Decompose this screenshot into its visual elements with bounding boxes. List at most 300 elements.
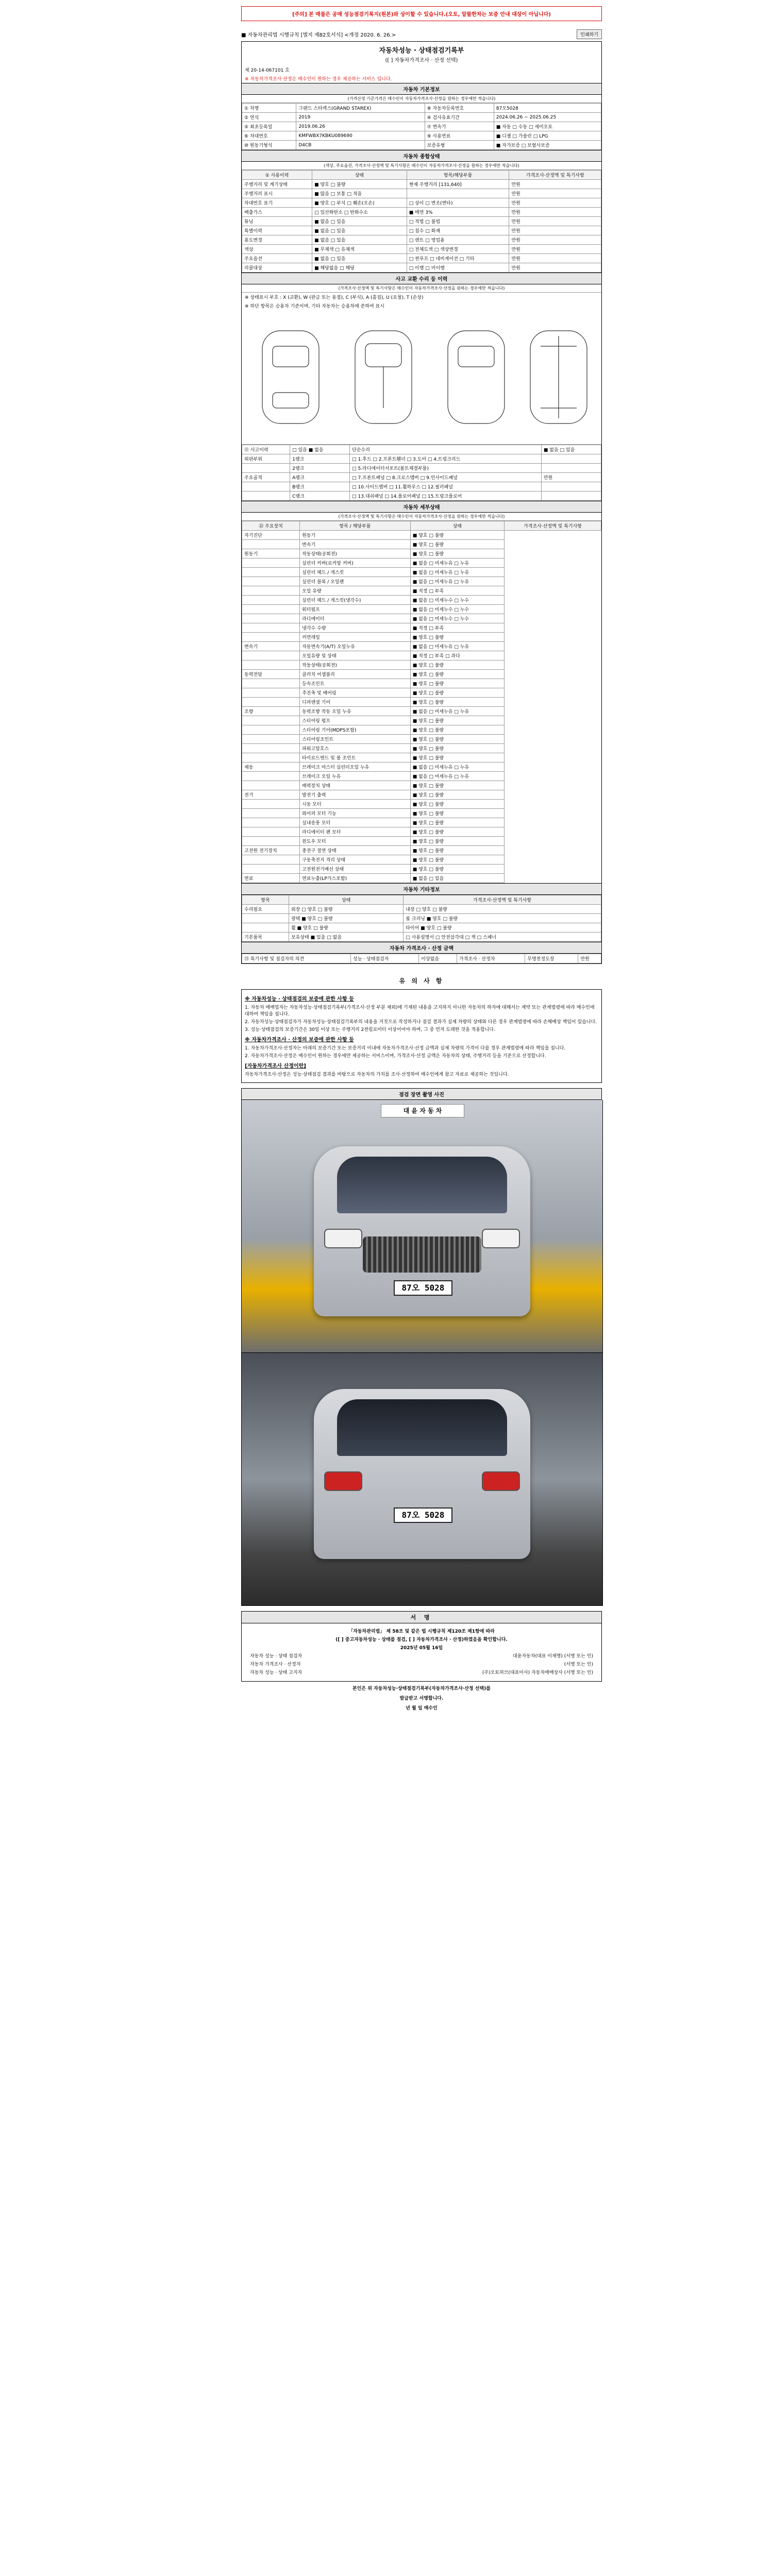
- table-cell: ⑥ 차대번호: [242, 131, 296, 141]
- table-cell: [242, 660, 300, 670]
- table-cell: 라디에이터 팬 모터: [300, 827, 411, 837]
- table-row: [242, 933, 601, 942]
- section-accident: 사고 교환 수리 등 이력: [242, 273, 601, 284]
- table-cell: ■ 자가보증 □ 보험사보증: [494, 141, 601, 150]
- table-cell: 스티어링 기어(MDPS포함): [300, 725, 411, 735]
- notice-paragraph: 1. 자동차 매매업자는 자동차성능·상태점검기록부(가격조사·산정 부분 제외)에 기재된 내용을 고지하지 아니한 자동차의 하자에 대해서는 계약 또는 관계법령에 따라 매수인에 대하여 책임을 집니다.: [245, 1005, 595, 1017]
- table-cell: 87오5028: [494, 104, 601, 113]
- table-cell: 발전기 출력: [300, 790, 411, 800]
- table-cell: 광택 ■ 양호 □ 불량: [289, 914, 403, 923]
- table-cell: ■ 자동 □ 수동 □ 세미오토: [494, 122, 601, 131]
- table-header-cell: 항목 / 해당부품: [300, 521, 411, 531]
- table-row: [242, 577, 601, 586]
- table-row: [242, 122, 601, 131]
- table-row: [242, 753, 601, 762]
- table-cell: [541, 464, 601, 473]
- table-row: [242, 614, 601, 623]
- table-cell: □ 상이 □ 변조(변타): [407, 198, 509, 208]
- table-cell: 충전구 절연 상태: [300, 846, 411, 855]
- table-row: [242, 660, 601, 670]
- table-cell: 등속조인트: [300, 679, 411, 688]
- table-cell: □ 1.후드 □ 2.프론트휀더 □ 3.도어 □ 4.트렁크리드: [350, 454, 542, 464]
- table-row: [242, 586, 601, 596]
- table-cell: □ 전체도색 □ 색상변경: [407, 245, 509, 254]
- table-header-cell: 항목: [242, 895, 289, 905]
- table-cell: [541, 454, 601, 464]
- table-cell: ■ 양호 □ 불량: [410, 660, 504, 670]
- table-row: [242, 846, 601, 855]
- table-row: [242, 445, 601, 454]
- table-cell: 스티어링조인트: [300, 735, 411, 744]
- sign-date: 2025년 05월 16일: [400, 1646, 443, 1651]
- table-cell: 연료: [242, 874, 300, 883]
- price-amount: 만원: [578, 954, 601, 963]
- table-cell: ■ 없음 □ 미세누수 □ 누수: [410, 605, 504, 614]
- table-row: [242, 633, 601, 642]
- table-cell: ④ 검사유효기간: [425, 113, 494, 122]
- table-cell: 그랜드 스타렉스(GRAND STAREX): [296, 104, 425, 113]
- table-row: [242, 651, 601, 660]
- table-cell: [242, 633, 300, 642]
- photo-section-title: 점검 장면 촬영 사진: [241, 1088, 602, 1100]
- table-cell: 2024.06.26 ~ 2025.06.25: [494, 113, 601, 122]
- table-cell: 와이퍼 모터 기능: [300, 809, 411, 818]
- table-cell: 리콜대상: [242, 263, 312, 273]
- table-cell: [242, 716, 300, 725]
- table-cell: 자동변속기(A/T) 오일누유: [300, 642, 411, 651]
- table-cell: [242, 614, 300, 623]
- table-cell: ■ 없음 □ 있음: [312, 226, 407, 235]
- buyer-ack-2: 발급받고 서명합니다.: [399, 1696, 444, 1701]
- section-basic: 자동차 기본정보: [242, 83, 601, 95]
- table-cell: 라디에이터: [300, 614, 411, 623]
- section-status-note: (색상, 주요옵션, 가격조사·산정액 및 특기사항은 매수인이 자동차가격조사·산정을 원하는 경우에만 적습니다): [242, 162, 601, 170]
- form-regulation: ■ 자동차관리법 시행규칙 [별지 제82호서식] <개정 2020. 6. 26.>: [241, 32, 396, 38]
- table-cell: 동력전달: [242, 670, 300, 679]
- table-row: [242, 905, 601, 914]
- table-cell: □ 있음 ■ 없음: [290, 445, 350, 454]
- notice-paragraph: 1. 자동차가격조사·산정자는 아래의 보증기간 또는 보증거리 이내에 자동차가격조사·산정 금액과 실제 차량의 가격이 다를 경우 관계법령에 따라 책임을 집니다.: [245, 1046, 566, 1051]
- table-cell: 자기진단: [242, 531, 300, 540]
- table-row: [242, 698, 601, 707]
- price-inspector-label: 성능 · 상태점검자: [350, 954, 418, 963]
- doc-notice: ※ 자동차가격조사·산정은 매수인이 원하는 경우 제공하는 서비스 입니다.: [245, 77, 392, 82]
- doc-number: 제 20-14-067101 호: [245, 68, 290, 73]
- table-cell: 휠 ■ 양호 □ 불량: [289, 923, 403, 933]
- table-cell: [541, 482, 601, 492]
- table-row: [242, 198, 601, 208]
- section-detail-note: (가격조사·산정액 및 특기사항은 매수인이 자동차가격조사·산정을 원하는 경우에만 적습니다): [242, 513, 601, 521]
- table-cell: ■ 적정 □ 부족 □ 과다: [410, 651, 504, 660]
- table-cell: ■ 양호 □ 불량: [410, 670, 504, 679]
- table-row: [242, 558, 601, 568]
- table-cell: ■ 양호 □ 불량: [410, 753, 504, 762]
- table-cell: ■ 없음 □ 미세누유 □ 누유: [410, 762, 504, 772]
- table-cell: A랭크: [290, 473, 350, 482]
- table-row: [242, 725, 601, 735]
- car-diagrams: [242, 310, 601, 445]
- table-cell: ■ 없음 □ 미세누유 □ 누유: [410, 642, 504, 651]
- table-row: [242, 679, 601, 688]
- table-cell: B랭크: [290, 482, 350, 492]
- table-cell: □ 침수 □ 화재: [407, 226, 509, 235]
- price-assessor-label: 가격조사 · 산정자: [457, 954, 525, 963]
- table-cell: 내장 □ 양호 □ 불량: [404, 905, 601, 914]
- table-row: [242, 716, 601, 725]
- table-row: [242, 104, 601, 113]
- table-cell: 만원: [509, 263, 601, 273]
- table-cell: 전기: [242, 790, 300, 800]
- sign-box: [241, 1623, 602, 1682]
- table-cell: ■ 양호 □ 불량: [312, 180, 407, 189]
- table-cell: [242, 800, 300, 809]
- table-cell: ⑦ 변속기: [425, 122, 494, 131]
- table-row: [242, 744, 601, 753]
- table-cell: □ 렌트 □ 영업용: [407, 235, 509, 245]
- section-accident-note: (가격조사·산정액 및 특기사항은 매수인이 자동차가격조사·산정을 원하는 경우에만 적습니다): [242, 284, 601, 293]
- table-cell: [242, 464, 290, 473]
- table-cell: ■ 양호 □ 불량: [410, 540, 504, 549]
- table-header-cell: ⑫ 주요장치: [242, 521, 300, 531]
- table-row: [242, 568, 601, 577]
- table-cell: 차대번호 표기: [242, 198, 312, 208]
- table-row: [242, 549, 601, 558]
- signer-row: 자동차 성능 · 상태 고지자 (주)오토허브(대표이사) 자동차매매상사 (서명 또는 인): [250, 1670, 593, 1675]
- table-cell: ■ 무채색 □ 유채색: [312, 245, 407, 254]
- notice-paragraph: 자동차가격조사·산정은 성능·상태점검 결과를 바탕으로 자동차의 가치를 조사·산정하여 매수인에게 참고 자료로 제공하는 것입니다.: [245, 1072, 509, 1077]
- table-header-cell: ① 사용이력: [242, 171, 312, 180]
- table-row: [242, 670, 601, 679]
- table-cell: □ 13.대쉬패널 □ 14.플로어패널 □ 15.트렁크플로어: [350, 492, 542, 501]
- taillamp-left: [324, 1471, 362, 1491]
- table-cell: [242, 558, 300, 568]
- table-row: [242, 623, 601, 633]
- table-cell: [242, 492, 290, 501]
- table-cell: ■ 양호 □ 불량: [410, 716, 504, 725]
- table-cell: 시동 모터: [300, 800, 411, 809]
- table-cell: 만원: [509, 180, 601, 189]
- table-cell: [242, 818, 300, 827]
- table-cell: 단순수리: [350, 445, 542, 454]
- notice-heading-1: ※ 자동차성능 · 상태점검의 보증에 관한 사항 등: [245, 996, 354, 1002]
- table-cell: [242, 679, 300, 688]
- sign-line-2: ([ ] 중고자동차성능 · 상태를 점검, [ ] 자동차가격조사 · 산정)하였음을 확인합니다.: [335, 1637, 508, 1642]
- table-row: [242, 809, 601, 818]
- table-cell: □ 5.라디에이터서포트(볼트체결부품): [350, 464, 542, 473]
- table-cell: 동력조향 작동 오일 누유: [300, 707, 411, 716]
- table-cell: 디퍼렌셜 기어: [300, 698, 411, 707]
- table-cell: 수리필요: [242, 905, 289, 914]
- table-cell: ■ 없음 □ 미세누유 □ 누유: [410, 558, 504, 568]
- table-cell: 룸 크리닝 ■ 양호 □ 불량: [404, 914, 601, 923]
- car-top-view-left: [262, 331, 319, 423]
- table-cell: ■ 없음 □ 있음: [410, 874, 504, 883]
- table-cell: □ 썬루프 □ 네비게이션 □ 기타: [407, 254, 509, 263]
- table-cell: 오일유량 및 상태: [300, 651, 411, 660]
- notice-title: 유 의 사 항: [399, 977, 444, 985]
- table-cell: [242, 596, 300, 605]
- table-cell: [407, 189, 509, 198]
- table-cell: 색상: [242, 245, 312, 254]
- table-cell: [242, 837, 300, 846]
- table-cell: 실린더 헤드 / 개스킷(냉각수): [300, 596, 411, 605]
- table-header-cell: 상태: [289, 895, 403, 905]
- table-cell: 2019.06.26: [296, 122, 425, 131]
- table-cell: □ 7.프론트패널 □ 8.크로스멤버 □ 9.인사이드패널: [350, 473, 542, 482]
- signer-row: 자동차 성능 · 상태 점검자 대윤자동차(대표 이재명) (서명 또는 인): [250, 1654, 593, 1659]
- table-cell: ■ 없음 □ 미세누유 □ 누유: [410, 568, 504, 577]
- section-other: 자동차 기타정보: [242, 883, 601, 895]
- notice-paragraph: 2. 자동차가격조사·산정은 매수인이 원하는 경우에만 제공하는 서비스이며, 가격조사·산정 금액은 자동차의 상태, 주행거리 등을 기준으로 산정합니다.: [245, 1054, 546, 1059]
- rear-window: [337, 1399, 507, 1456]
- table-row: [242, 781, 601, 790]
- table-row: [242, 818, 601, 827]
- table-row: [242, 131, 601, 141]
- table-cell: 조향: [242, 707, 300, 716]
- table-cell: 현재 주행거리 [131,640]: [407, 180, 509, 189]
- table-cell: □ 일산화탄소 □ 탄화수소: [312, 208, 407, 217]
- table-row: [242, 707, 601, 716]
- table-cell: 고전원전기배선 상태: [300, 865, 411, 874]
- table-cell: 윈도우 모터: [300, 837, 411, 846]
- other-table: [242, 895, 601, 942]
- price-table: [242, 954, 601, 963]
- table-cell: ■ 양호 □ 불량: [410, 531, 504, 540]
- table-row: [242, 596, 601, 605]
- price-label: ⑬ 특기사항 및 점검자의 의견: [242, 954, 351, 963]
- table-cell: 주요골격: [242, 473, 290, 482]
- table-cell: 2랭크: [290, 464, 350, 473]
- table-cell: 배력장치 상태: [300, 781, 411, 790]
- table-cell: ■ 많음 □ 보통 □ 적음: [312, 189, 407, 198]
- table-row: [242, 454, 601, 464]
- table-cell: 튜닝: [242, 217, 312, 226]
- table-cell: [242, 688, 300, 698]
- table-cell: 특별이력: [242, 226, 312, 235]
- section-price: 자동차 가격조사 · 산정 금액: [242, 942, 601, 954]
- table-cell: ■ 양호 □ 불량: [410, 809, 504, 818]
- taillamp-right: [482, 1471, 520, 1491]
- price-assessor-value: 무명천정도장: [525, 954, 578, 963]
- table-cell: 제동: [242, 762, 300, 772]
- table-cell: ■ 없음 □ 미세누유 □ 누유: [410, 577, 504, 586]
- table-cell: 실린더 헤드 / 개스킷: [300, 568, 411, 577]
- table-cell: [242, 809, 300, 818]
- table-cell: 용도변경: [242, 235, 312, 245]
- price-inspector-value: 이상없음: [419, 954, 457, 963]
- table-row: [242, 492, 601, 501]
- table-cell: 워터펌프: [300, 605, 411, 614]
- table-cell: ■ 양호 □ 불량: [410, 818, 504, 827]
- table-cell: 외장 □ 양호 □ 불량: [289, 905, 403, 914]
- table-cell: 만원: [509, 245, 601, 254]
- doc-title: 자동차성능 · 상태점검기록부: [379, 47, 464, 55]
- table-cell: 만원: [509, 226, 601, 235]
- table-cell: 주요옵션: [242, 254, 312, 263]
- table-cell: 브레이크 오일 누유: [300, 772, 411, 781]
- table-cell: C랭크: [290, 492, 350, 501]
- table-cell: ■ 양호 □ 불량: [410, 827, 504, 837]
- table-cell: [242, 744, 300, 753]
- table-row: [242, 923, 601, 933]
- table-cell: ■ 양호 □ 불량: [410, 855, 504, 865]
- table-header-cell: 가격조사·산정액 및 특기사항: [509, 171, 601, 180]
- table-row: [242, 855, 601, 865]
- table-cell: ■ 해당없음 □ 해당: [312, 263, 407, 273]
- table-cell: 만원: [509, 217, 601, 226]
- table-cell: 추진축 및 베어링: [300, 688, 411, 698]
- table-cell: KMFWBX7KBKU089690: [296, 131, 425, 141]
- sign-title: 서 명: [241, 1611, 602, 1623]
- section-basic-note: (가격산정 기준가격은 매수인이 자동차가격조사·산정을 원하는 경우에만 적습니다): [242, 95, 601, 103]
- table-cell: ■ 양호 □ 불량: [410, 725, 504, 735]
- table-cell: 스티어링 펌프: [300, 716, 411, 725]
- table-cell: 타이로드엔드 및 볼 조인트: [300, 753, 411, 762]
- table-cell: ■ 양호 □ 불량: [410, 837, 504, 846]
- van-body: [314, 1146, 530, 1316]
- table-row: [242, 245, 601, 254]
- form-header: [241, 29, 602, 39]
- table-cell: [242, 568, 300, 577]
- signer-row: 자동차 가격조사 · 산정자 (서명 또는 인): [250, 1662, 593, 1667]
- table-header-cell: 상태: [312, 171, 407, 180]
- table-cell: 변속기: [242, 642, 300, 651]
- table-row: [242, 688, 601, 698]
- table-cell: ■ 양호 □ 불량: [410, 865, 504, 874]
- table-cell: 실내송풍 모터: [300, 818, 411, 827]
- table-cell: 주행거리 및 계기상태: [242, 180, 312, 189]
- accident-legend-2: ※ 하단 항목은 승용차 기준이며, 기타 자동차는 승용차에 준하여 표시: [245, 304, 384, 309]
- table-row: [242, 464, 601, 473]
- table-row: [242, 217, 601, 226]
- table-row: [242, 189, 601, 198]
- table-cell: [242, 855, 300, 865]
- table-cell: 클러치 어셈블리: [300, 670, 411, 679]
- table-row: [242, 226, 601, 235]
- table-row: [242, 790, 601, 800]
- table-cell: [242, 725, 300, 735]
- headlamp-left: [324, 1229, 362, 1248]
- table-header-cell: 상태: [410, 521, 504, 531]
- table-cell: 주행거리 표시: [242, 189, 312, 198]
- table-cell: ■ 양호 □ 불량: [410, 800, 504, 809]
- table-cell: ⑤ 최초등록일: [242, 122, 296, 131]
- notice-heading-2: ※ 자동차가격조사 · 산정의 보증에 관한 사항 등: [245, 1037, 354, 1043]
- buyer-ack-1: 본인은 위 자동차성능·상태점검기록부(자동차가격조사·산정 선택)를: [352, 1686, 491, 1691]
- table-row: [242, 605, 601, 614]
- table-cell: 보유상태 ■ 있음 □ 없음: [289, 933, 403, 942]
- table-cell: 배출가스: [242, 208, 312, 217]
- table-cell: ■ 양호 □ 불량: [410, 688, 504, 698]
- grille: [363, 1236, 481, 1273]
- table-row: [242, 800, 601, 809]
- table-row: [242, 263, 601, 273]
- table-cell: [242, 540, 300, 549]
- table-cell: 냉각수 수량: [300, 623, 411, 633]
- document-page: [241, 0, 602, 1711]
- table-cell: 커먼레일: [300, 633, 411, 642]
- inspection-photo-rear: [241, 1352, 603, 1606]
- table-row: [242, 254, 601, 263]
- table-row: [242, 235, 601, 245]
- print-button[interactable]: 인쇄하기: [577, 29, 602, 39]
- table-cell: 원동기: [242, 549, 300, 558]
- table-cell: ■ 없음 □ 미세누유 □ 누유: [410, 772, 504, 781]
- table-cell: 원동기: [300, 531, 411, 540]
- license-plate-rear: 87오 5028: [394, 1507, 452, 1523]
- table-cell: 작동상태(공회전): [300, 549, 411, 558]
- table-cell: □ 10.사이드멤버 □ 11.휠하우스 □ 12.필러패널: [350, 482, 542, 492]
- table-cell: ■ 매연 3%: [407, 208, 509, 217]
- table-cell: 외판부위: [242, 454, 290, 464]
- table-cell: ■ 없음 □ 미세누수 □ 누수: [410, 614, 504, 623]
- table-cell: ■ 없음 □ 있음: [541, 445, 601, 454]
- table-cell: [242, 914, 289, 923]
- table-header-cell: 가격조사·산정액 및 특기사항: [505, 521, 601, 531]
- table-cell: ■ 양호 □ 불량: [410, 633, 504, 642]
- table-row: [242, 180, 601, 189]
- table-cell: 보증유형: [425, 141, 494, 150]
- table-cell: 만원: [509, 254, 601, 263]
- table-cell: [242, 923, 289, 933]
- table-cell: [242, 623, 300, 633]
- notice-paragraph: 2. 자동차성능·상태점검자가 자동차성능·상태점검기록부의 내용을 거짓으로 작성하거나 점검 결과가 실제 차량의 상태와 다른 경우 관계법령에 따라 손해배상 책임이 있습니다.: [245, 1020, 597, 1025]
- table-row: [242, 141, 601, 150]
- table-cell: 오일 유량: [300, 586, 411, 596]
- table-cell: ■ 양호 □ 불량: [410, 744, 504, 753]
- table-cell: □ 적법 □ 불법: [407, 217, 509, 226]
- table-cell: [242, 605, 300, 614]
- basic-table: [242, 103, 601, 150]
- table-cell: ■ 양호 □ 불량: [410, 679, 504, 688]
- headlamp-right: [482, 1229, 520, 1248]
- detail-table: [242, 521, 601, 883]
- section-status: 자동차 종합상태: [242, 150, 601, 162]
- table-cell: ⑩ 원동기형식: [242, 141, 296, 150]
- table-cell: ⑪ 사고이력: [242, 445, 290, 454]
- table-cell: 만원: [509, 208, 601, 217]
- table-row: [242, 531, 601, 540]
- table-row: [242, 874, 601, 883]
- table-cell: ⑧ 자동차등록번호: [425, 104, 494, 113]
- table-cell: [242, 827, 300, 837]
- license-plate: 87오 5028: [394, 1280, 452, 1296]
- table-cell: 고전원 전기장치: [242, 846, 300, 855]
- accident-table: [242, 445, 601, 501]
- table-cell: [242, 698, 300, 707]
- table-row: [242, 642, 601, 651]
- table-cell: 실린더 블록 / 오일팬: [300, 577, 411, 586]
- table-cell: [242, 753, 300, 762]
- table-cell: D4CB: [296, 141, 425, 150]
- table-cell: [242, 772, 300, 781]
- table-cell: ■ 적정 □ 부족: [410, 623, 504, 633]
- table-cell: ■ 양호 □ 불량: [410, 735, 504, 744]
- table-cell: ■ 적정 □ 부족: [410, 586, 504, 596]
- shop-banner: 대 윤 자 동 차: [381, 1104, 464, 1117]
- inspection-photo-front: [241, 1100, 603, 1352]
- notice-heading-3: [자동차가격조사 산정이란]: [245, 1063, 306, 1069]
- table-cell: 구동축전지 격리 상태: [300, 855, 411, 865]
- table-row: [242, 837, 601, 846]
- table-cell: 타이어 ■ 양호 □ 불량: [404, 923, 601, 933]
- table-cell: 만원: [509, 189, 601, 198]
- top-notice: [주의] 본 매물은 공매 성능점검기록지(원본)와 상이할 수 있습니다.(오토, 알뜰한차는 보증 안내 대상이 아닙니다): [241, 6, 602, 21]
- table-cell: [242, 781, 300, 790]
- table-cell: ■ 양호 □ 불량: [410, 790, 504, 800]
- table-cell: 만원: [541, 473, 601, 482]
- table-row: [242, 113, 601, 122]
